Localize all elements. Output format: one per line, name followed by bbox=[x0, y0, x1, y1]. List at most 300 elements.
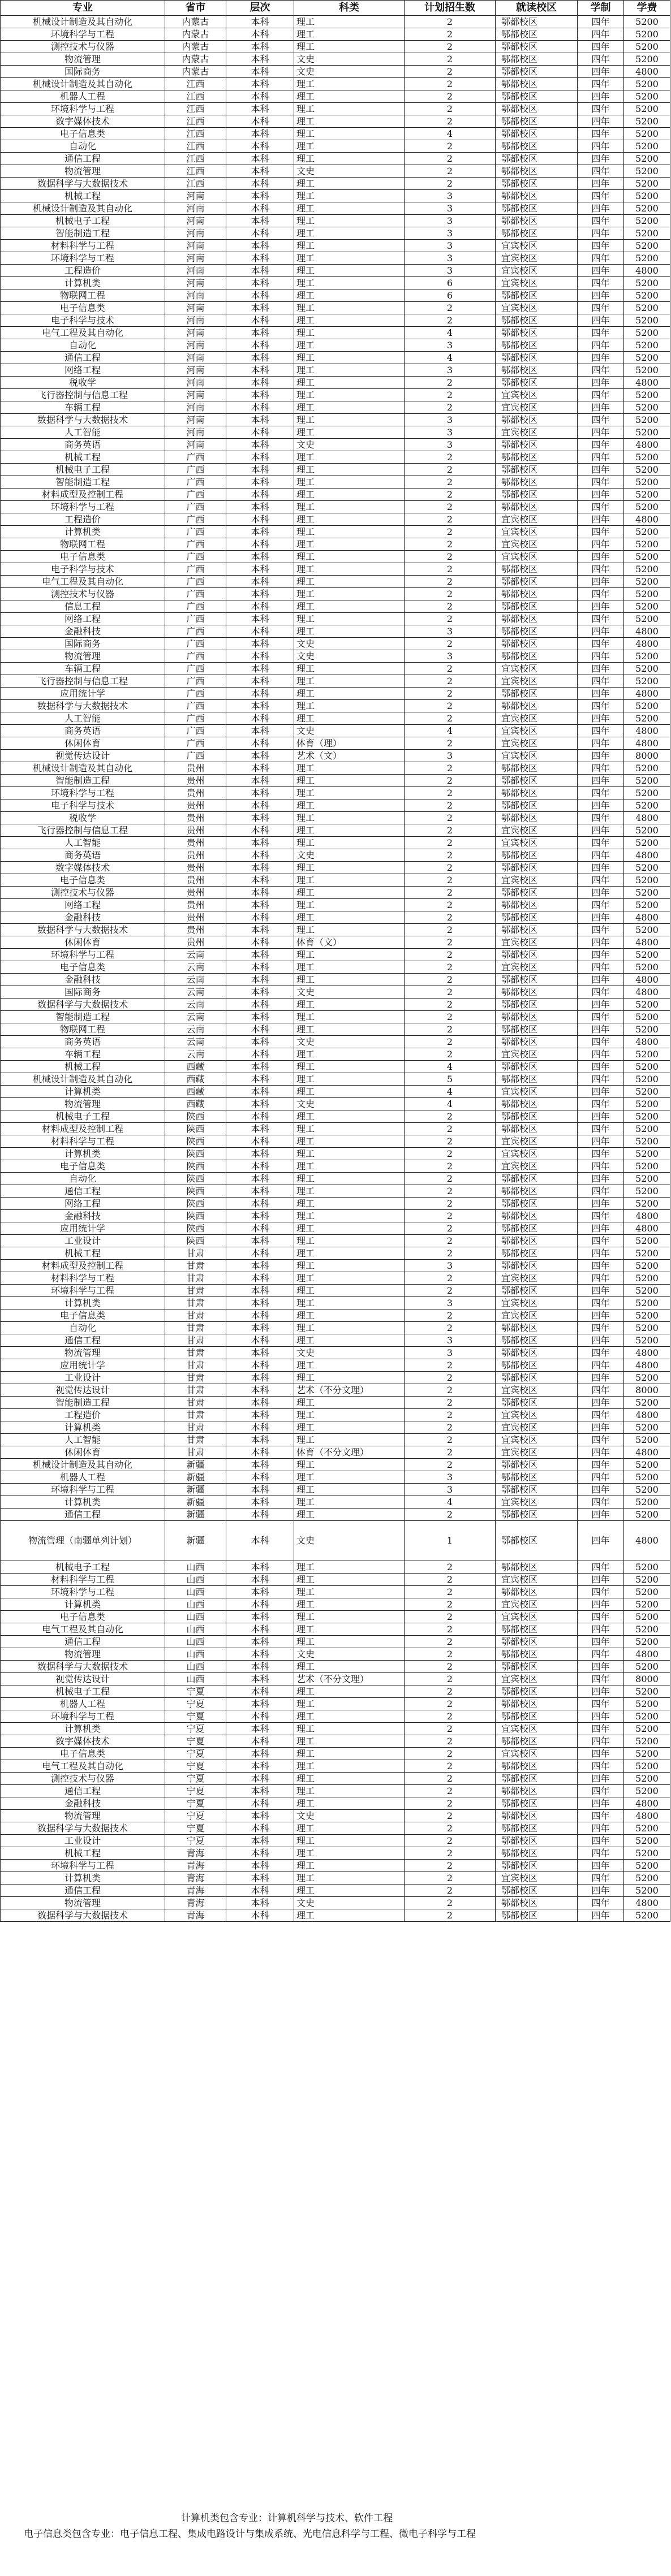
cell-province: 河南 bbox=[165, 227, 226, 240]
cell-province: 新疆 bbox=[165, 1496, 226, 1509]
cell-duration: 四年 bbox=[578, 401, 624, 414]
cell-duration: 四年 bbox=[578, 1872, 624, 1885]
cell-province: 山西 bbox=[165, 1673, 226, 1685]
cell-tuition: 5200 bbox=[624, 899, 670, 911]
table-row bbox=[1, 1160, 670, 1173]
cell-major: 休闲体育 bbox=[1, 737, 165, 750]
cell-major: 物流管理 bbox=[1, 1810, 165, 1822]
cell-subject-type: 理工 bbox=[294, 961, 405, 974]
cell-major: 电子信息类 bbox=[1, 302, 165, 314]
table-row bbox=[1, 986, 670, 999]
cell-province: 新疆 bbox=[165, 1509, 226, 1521]
cell-campus: 宜宾校区 bbox=[496, 1297, 578, 1309]
cell-level: 本科 bbox=[226, 787, 294, 799]
cell-plan-count: 5 bbox=[405, 1073, 496, 1086]
cell-major: 数字媒体技术 bbox=[1, 115, 165, 128]
cell-duration: 四年 bbox=[578, 252, 624, 265]
cell-tuition: 5200 bbox=[624, 1334, 670, 1347]
cell-campus: 鄂都校区 bbox=[496, 1847, 578, 1860]
cell-duration: 四年 bbox=[578, 1797, 624, 1810]
table-row bbox=[1, 874, 670, 887]
cell-plan-count: 2 bbox=[405, 401, 496, 414]
cell-subject-type: 理工 bbox=[294, 265, 405, 277]
cell-level: 本科 bbox=[226, 1148, 294, 1160]
cell-subject-type: 理工 bbox=[294, 663, 405, 675]
header-tuition: 学费 bbox=[624, 1, 670, 16]
cell-duration: 四年 bbox=[578, 1636, 624, 1648]
cell-subject-type: 理工 bbox=[294, 588, 405, 600]
cell-tuition: 4800 bbox=[624, 1446, 670, 1459]
cell-duration: 四年 bbox=[578, 1484, 624, 1496]
cell-major: 机械工程 bbox=[1, 451, 165, 464]
cell-subject-type: 理工 bbox=[294, 401, 405, 414]
cell-campus: 鄂都校区 bbox=[496, 1897, 578, 1909]
cell-province: 山西 bbox=[165, 1611, 226, 1623]
cell-province: 山西 bbox=[165, 1623, 226, 1636]
cell-campus: 鄂都校区 bbox=[496, 1098, 578, 1110]
cell-plan-count: 3 bbox=[405, 227, 496, 240]
cell-plan-count: 4 bbox=[405, 1086, 496, 1098]
cell-plan-count: 2 bbox=[405, 451, 496, 464]
table-row bbox=[1, 862, 670, 874]
cell-duration: 四年 bbox=[578, 1509, 624, 1521]
cell-plan-count: 2 bbox=[405, 1285, 496, 1297]
table-row bbox=[1, 551, 670, 563]
cell-duration: 四年 bbox=[578, 1847, 624, 1860]
cell-province: 云南 bbox=[165, 999, 226, 1011]
cell-subject-type: 理工 bbox=[294, 302, 405, 314]
cell-province: 贵州 bbox=[165, 936, 226, 949]
cell-campus: 鄂都校区 bbox=[496, 1735, 578, 1748]
cell-subject-type: 理工 bbox=[294, 90, 405, 103]
cell-major: 飞行器控制与信息工程 bbox=[1, 675, 165, 688]
cell-province: 贵州 bbox=[165, 862, 226, 874]
cell-duration: 四年 bbox=[578, 265, 624, 277]
table-row bbox=[1, 103, 670, 115]
cell-subject-type: 理工 bbox=[294, 762, 405, 775]
cell-subject-type: 理工 bbox=[294, 911, 405, 924]
cell-duration: 四年 bbox=[578, 202, 624, 215]
cell-plan-count: 2 bbox=[405, 1173, 496, 1185]
cell-campus: 宜宾校区 bbox=[496, 252, 578, 265]
cell-province: 山西 bbox=[165, 1636, 226, 1648]
cell-level: 本科 bbox=[226, 1297, 294, 1309]
cell-province: 广西 bbox=[165, 600, 226, 613]
cell-subject-type: 理工 bbox=[294, 1885, 405, 1897]
table-row bbox=[1, 451, 670, 464]
table-row bbox=[1, 1347, 670, 1359]
table-row bbox=[1, 327, 670, 339]
cell-major: 电气工程及其自动化 bbox=[1, 576, 165, 588]
cell-major: 数据科学与大数据技术 bbox=[1, 414, 165, 426]
cell-level: 本科 bbox=[226, 1773, 294, 1785]
cell-subject-type: 理工 bbox=[294, 576, 405, 588]
cell-subject-type: 理工 bbox=[294, 1372, 405, 1384]
cell-level: 本科 bbox=[226, 588, 294, 600]
cell-subject-type: 理工 bbox=[294, 1723, 405, 1735]
cell-campus: 宜宾校区 bbox=[496, 1434, 578, 1446]
table-row bbox=[1, 887, 670, 899]
cell-tuition: 5200 bbox=[624, 1397, 670, 1409]
cell-duration: 四年 bbox=[578, 1885, 624, 1897]
cell-tuition: 5200 bbox=[624, 153, 670, 165]
table-row bbox=[1, 1760, 670, 1773]
cell-campus: 鄂都校区 bbox=[496, 650, 578, 663]
cell-subject-type: 理工 bbox=[294, 688, 405, 700]
cell-subject-type: 理工 bbox=[294, 1334, 405, 1347]
cell-major: 计算机类 bbox=[1, 1723, 165, 1735]
cell-tuition: 5200 bbox=[624, 762, 670, 775]
cell-plan-count: 2 bbox=[405, 1885, 496, 1897]
cell-tuition: 4800 bbox=[624, 513, 670, 526]
cell-tuition: 5200 bbox=[624, 1860, 670, 1872]
cell-tuition: 5200 bbox=[624, 41, 670, 53]
header-row bbox=[1, 1, 670, 16]
cell-plan-count: 2 bbox=[405, 1222, 496, 1235]
cell-tuition: 5200 bbox=[624, 1135, 670, 1148]
cell-plan-count: 2 bbox=[405, 1723, 496, 1735]
cell-plan-count: 2 bbox=[405, 1760, 496, 1773]
cell-subject-type: 理工 bbox=[294, 414, 405, 426]
cell-subject-type: 理工 bbox=[294, 824, 405, 837]
cell-province: 广西 bbox=[165, 576, 226, 588]
cell-province: 广西 bbox=[165, 712, 226, 725]
cell-subject-type: 理工 bbox=[294, 1123, 405, 1135]
cell-province: 广西 bbox=[165, 725, 226, 737]
cell-duration: 四年 bbox=[578, 775, 624, 787]
cell-subject-type: 理工 bbox=[294, 1061, 405, 1073]
cell-campus: 宜宾校区 bbox=[496, 1309, 578, 1322]
table-row bbox=[1, 128, 670, 140]
cell-duration: 四年 bbox=[578, 78, 624, 90]
cell-duration: 四年 bbox=[578, 949, 624, 961]
table-row bbox=[1, 476, 670, 489]
table-row bbox=[1, 1496, 670, 1509]
header-campus: 就读校区 bbox=[496, 1, 578, 16]
table-row bbox=[1, 1698, 670, 1710]
cell-duration: 四年 bbox=[578, 999, 624, 1011]
table-row bbox=[1, 1446, 670, 1459]
cell-duration: 四年 bbox=[578, 1860, 624, 1872]
cell-tuition: 5200 bbox=[624, 464, 670, 476]
cell-major: 通信工程 bbox=[1, 1185, 165, 1198]
cell-duration: 四年 bbox=[578, 1897, 624, 1909]
cell-level: 本科 bbox=[226, 949, 294, 961]
cell-province: 陕西 bbox=[165, 1160, 226, 1173]
cell-duration: 四年 bbox=[578, 1322, 624, 1334]
cell-tuition: 5200 bbox=[624, 115, 670, 128]
table-notes bbox=[0, 2510, 671, 2542]
cell-major: 工程造价 bbox=[1, 265, 165, 277]
cell-campus: 鄂都校区 bbox=[496, 1648, 578, 1661]
cell-plan-count: 2 bbox=[405, 1598, 496, 1611]
cell-duration: 四年 bbox=[578, 824, 624, 837]
cell-subject-type: 理工 bbox=[294, 327, 405, 339]
cell-major: 测控技术与仪器 bbox=[1, 1773, 165, 1785]
cell-duration: 四年 bbox=[578, 961, 624, 974]
cell-campus: 宜宾校区 bbox=[496, 265, 578, 277]
cell-major: 数据科学与大数据技术 bbox=[1, 1909, 165, 1922]
cell-major: 休闲体育 bbox=[1, 936, 165, 949]
cell-major: 机械设计制造及其自动化 bbox=[1, 1073, 165, 1086]
cell-plan-count: 2 bbox=[405, 165, 496, 178]
cell-plan-count: 4 bbox=[405, 327, 496, 339]
cell-subject-type: 理工 bbox=[294, 1048, 405, 1061]
cell-province: 宁夏 bbox=[165, 1735, 226, 1748]
cell-subject-type: 理工 bbox=[294, 775, 405, 787]
cell-major: 通信工程 bbox=[1, 153, 165, 165]
cell-campus: 鄂都校区 bbox=[496, 1334, 578, 1347]
cell-tuition: 8000 bbox=[624, 1384, 670, 1397]
cell-level: 本科 bbox=[226, 128, 294, 140]
cell-major: 数据科学与大数据技术 bbox=[1, 1661, 165, 1673]
cell-level: 本科 bbox=[226, 240, 294, 252]
table-row bbox=[1, 1521, 670, 1561]
table-row bbox=[1, 1648, 670, 1661]
cell-tuition: 5200 bbox=[624, 862, 670, 874]
cell-plan-count: 2 bbox=[405, 986, 496, 999]
cell-major: 数据科学与大数据技术 bbox=[1, 924, 165, 936]
cell-duration: 四年 bbox=[578, 600, 624, 613]
cell-major: 物联网工程 bbox=[1, 538, 165, 551]
cell-tuition: 5200 bbox=[624, 190, 670, 202]
cell-campus: 鄂都校区 bbox=[496, 476, 578, 489]
cell-plan-count: 2 bbox=[405, 712, 496, 725]
cell-major: 应用统计学 bbox=[1, 1222, 165, 1235]
cell-tuition: 5200 bbox=[624, 712, 670, 725]
cell-province: 广西 bbox=[165, 538, 226, 551]
cell-level: 本科 bbox=[226, 364, 294, 377]
cell-plan-count: 2 bbox=[405, 1860, 496, 1872]
cell-campus: 鄂都校区 bbox=[496, 1909, 578, 1922]
cell-duration: 四年 bbox=[578, 1471, 624, 1484]
cell-plan-count: 2 bbox=[405, 775, 496, 787]
cell-duration: 四年 bbox=[578, 1036, 624, 1048]
cell-major: 材料成型及控制工程 bbox=[1, 489, 165, 501]
cell-plan-count: 2 bbox=[405, 899, 496, 911]
cell-province: 云南 bbox=[165, 1011, 226, 1023]
cell-subject-type: 理工 bbox=[294, 1710, 405, 1723]
table-row bbox=[1, 949, 670, 961]
cell-campus: 宜宾校区 bbox=[496, 1598, 578, 1611]
cell-campus: 鄂都校区 bbox=[496, 1661, 578, 1673]
cell-duration: 四年 bbox=[578, 128, 624, 140]
cell-duration: 四年 bbox=[578, 675, 624, 688]
cell-campus: 鄂都校区 bbox=[496, 613, 578, 625]
cell-province: 广西 bbox=[165, 464, 226, 476]
cell-campus: 鄂都校区 bbox=[496, 1173, 578, 1185]
cell-province: 贵州 bbox=[165, 775, 226, 787]
cell-plan-count: 4 bbox=[405, 128, 496, 140]
table-row bbox=[1, 513, 670, 526]
cell-plan-count: 2 bbox=[405, 1011, 496, 1023]
cell-plan-count: 2 bbox=[405, 1648, 496, 1661]
table-row bbox=[1, 1822, 670, 1835]
cell-tuition: 5200 bbox=[624, 1160, 670, 1173]
cell-duration: 四年 bbox=[578, 277, 624, 289]
table-row bbox=[1, 302, 670, 314]
cell-province: 河南 bbox=[165, 302, 226, 314]
cell-duration: 四年 bbox=[578, 799, 624, 812]
cell-level: 本科 bbox=[226, 1023, 294, 1036]
cell-province: 广西 bbox=[165, 663, 226, 675]
cell-level: 本科 bbox=[226, 613, 294, 625]
cell-campus: 鄂都校区 bbox=[496, 1073, 578, 1086]
cell-major: 机械工程 bbox=[1, 1847, 165, 1860]
cell-level: 本科 bbox=[226, 812, 294, 824]
cell-major: 机械工程 bbox=[1, 190, 165, 202]
cell-tuition: 5200 bbox=[624, 1484, 670, 1496]
cell-level: 本科 bbox=[226, 1210, 294, 1222]
cell-duration: 四年 bbox=[578, 862, 624, 874]
cell-subject-type: 理工 bbox=[294, 153, 405, 165]
cell-campus: 宜宾校区 bbox=[496, 874, 578, 887]
cell-tuition: 5200 bbox=[624, 1698, 670, 1710]
cell-plan-count: 2 bbox=[405, 638, 496, 650]
cell-subject-type: 理工 bbox=[294, 899, 405, 911]
cell-subject-type: 理工 bbox=[294, 513, 405, 526]
cell-province: 贵州 bbox=[165, 799, 226, 812]
cell-tuition: 4800 bbox=[624, 625, 670, 638]
cell-subject-type: 理工 bbox=[294, 1760, 405, 1773]
cell-subject-type: 理工 bbox=[294, 600, 405, 613]
cell-subject-type: 文史 bbox=[294, 53, 405, 66]
cell-plan-count: 2 bbox=[405, 999, 496, 1011]
cell-duration: 四年 bbox=[578, 1421, 624, 1434]
cell-province: 内蒙古 bbox=[165, 41, 226, 53]
table-row bbox=[1, 153, 670, 165]
cell-level: 本科 bbox=[226, 1785, 294, 1797]
cell-level: 本科 bbox=[226, 90, 294, 103]
cell-tuition: 5200 bbox=[624, 787, 670, 799]
cell-campus: 鄂都校区 bbox=[496, 1586, 578, 1598]
cell-province: 广西 bbox=[165, 638, 226, 650]
cell-plan-count: 2 bbox=[405, 1198, 496, 1210]
cell-campus: 鄂都校区 bbox=[496, 1372, 578, 1384]
cell-province: 宁夏 bbox=[165, 1822, 226, 1835]
cell-major: 工程造价 bbox=[1, 513, 165, 526]
cell-campus: 鄂都校区 bbox=[496, 115, 578, 128]
cell-province: 河南 bbox=[165, 389, 226, 401]
table-row bbox=[1, 849, 670, 862]
cell-major: 材料科学与工程 bbox=[1, 1135, 165, 1148]
table-row bbox=[1, 277, 670, 289]
cell-major: 自动化 bbox=[1, 339, 165, 352]
table-row bbox=[1, 1484, 670, 1496]
cell-plan-count: 4 bbox=[405, 1098, 496, 1110]
cell-major: 电子信息类 bbox=[1, 1309, 165, 1322]
cell-duration: 四年 bbox=[578, 887, 624, 899]
cell-plan-count: 2 bbox=[405, 787, 496, 799]
cell-major: 物流管理 bbox=[1, 650, 165, 663]
cell-major: 车辆工程 bbox=[1, 1048, 165, 1061]
cell-major: 国际商务 bbox=[1, 986, 165, 999]
cell-tuition: 5200 bbox=[624, 1909, 670, 1922]
cell-subject-type: 理工 bbox=[294, 613, 405, 625]
table-row bbox=[1, 1073, 670, 1086]
cell-subject-type: 文史 bbox=[294, 66, 405, 78]
cell-major: 机械设计制造及其自动化 bbox=[1, 762, 165, 775]
cell-subject-type: 理工 bbox=[294, 501, 405, 513]
cell-subject-type: 理工 bbox=[294, 1110, 405, 1123]
cell-campus: 宜宾校区 bbox=[496, 936, 578, 949]
cell-province: 甘肃 bbox=[165, 1322, 226, 1334]
cell-subject-type: 理工 bbox=[294, 551, 405, 563]
cell-province: 甘肃 bbox=[165, 1309, 226, 1322]
cell-major: 智能制造工程 bbox=[1, 1011, 165, 1023]
cell-subject-type: 理工 bbox=[294, 389, 405, 401]
cell-province: 陕西 bbox=[165, 1235, 226, 1247]
cell-plan-count: 4 bbox=[405, 725, 496, 737]
cell-tuition: 5200 bbox=[624, 1198, 670, 1210]
table-row bbox=[1, 377, 670, 389]
table-row bbox=[1, 1036, 670, 1048]
table-row bbox=[1, 252, 670, 265]
table-row bbox=[1, 1872, 670, 1885]
table-row bbox=[1, 1586, 670, 1598]
cell-subject-type: 理工 bbox=[294, 1185, 405, 1198]
table-row bbox=[1, 1198, 670, 1210]
cell-subject-type: 理工 bbox=[294, 712, 405, 725]
cell-province: 广西 bbox=[165, 489, 226, 501]
cell-tuition: 5200 bbox=[624, 1260, 670, 1272]
cell-province: 贵州 bbox=[165, 911, 226, 924]
cell-plan-count: 3 bbox=[405, 650, 496, 663]
cell-plan-count: 2 bbox=[405, 949, 496, 961]
cell-province: 青海 bbox=[165, 1885, 226, 1897]
cell-tuition: 5200 bbox=[624, 489, 670, 501]
cell-plan-count: 2 bbox=[405, 1459, 496, 1471]
cell-level: 本科 bbox=[226, 576, 294, 588]
cell-campus: 鄂都校区 bbox=[496, 1636, 578, 1648]
cell-province: 贵州 bbox=[165, 824, 226, 837]
cell-subject-type: 理工 bbox=[294, 352, 405, 364]
cell-duration: 四年 bbox=[578, 314, 624, 327]
cell-duration: 四年 bbox=[578, 1235, 624, 1247]
cell-duration: 四年 bbox=[578, 1598, 624, 1611]
cell-level: 本科 bbox=[226, 837, 294, 849]
cell-major: 网络工程 bbox=[1, 364, 165, 377]
cell-subject-type: 理工 bbox=[294, 1297, 405, 1309]
cell-major: 车辆工程 bbox=[1, 663, 165, 675]
cell-subject-type: 文史 bbox=[294, 1347, 405, 1359]
table-row bbox=[1, 165, 670, 178]
cell-duration: 四年 bbox=[578, 464, 624, 476]
cell-duration: 四年 bbox=[578, 1384, 624, 1397]
cell-plan-count: 2 bbox=[405, 924, 496, 936]
cell-major: 电子信息类 bbox=[1, 961, 165, 974]
cell-level: 本科 bbox=[226, 289, 294, 302]
cell-level: 本科 bbox=[226, 202, 294, 215]
cell-plan-count: 2 bbox=[405, 1048, 496, 1061]
cell-tuition: 4800 bbox=[624, 737, 670, 750]
cell-tuition: 5200 bbox=[624, 824, 670, 837]
cell-duration: 四年 bbox=[578, 1285, 624, 1297]
table-row bbox=[1, 1471, 670, 1484]
cell-duration: 四年 bbox=[578, 576, 624, 588]
table-row bbox=[1, 314, 670, 327]
cell-duration: 四年 bbox=[578, 1011, 624, 1023]
cell-duration: 四年 bbox=[578, 240, 624, 252]
cell-plan-count: 3 bbox=[405, 414, 496, 426]
cell-major: 税收学 bbox=[1, 377, 165, 389]
cell-duration: 四年 bbox=[578, 725, 624, 737]
cell-duration: 四年 bbox=[578, 712, 624, 725]
header-level: 层次 bbox=[226, 1, 294, 16]
table-row bbox=[1, 936, 670, 949]
cell-duration: 四年 bbox=[578, 1397, 624, 1409]
cell-province: 河南 bbox=[165, 426, 226, 439]
